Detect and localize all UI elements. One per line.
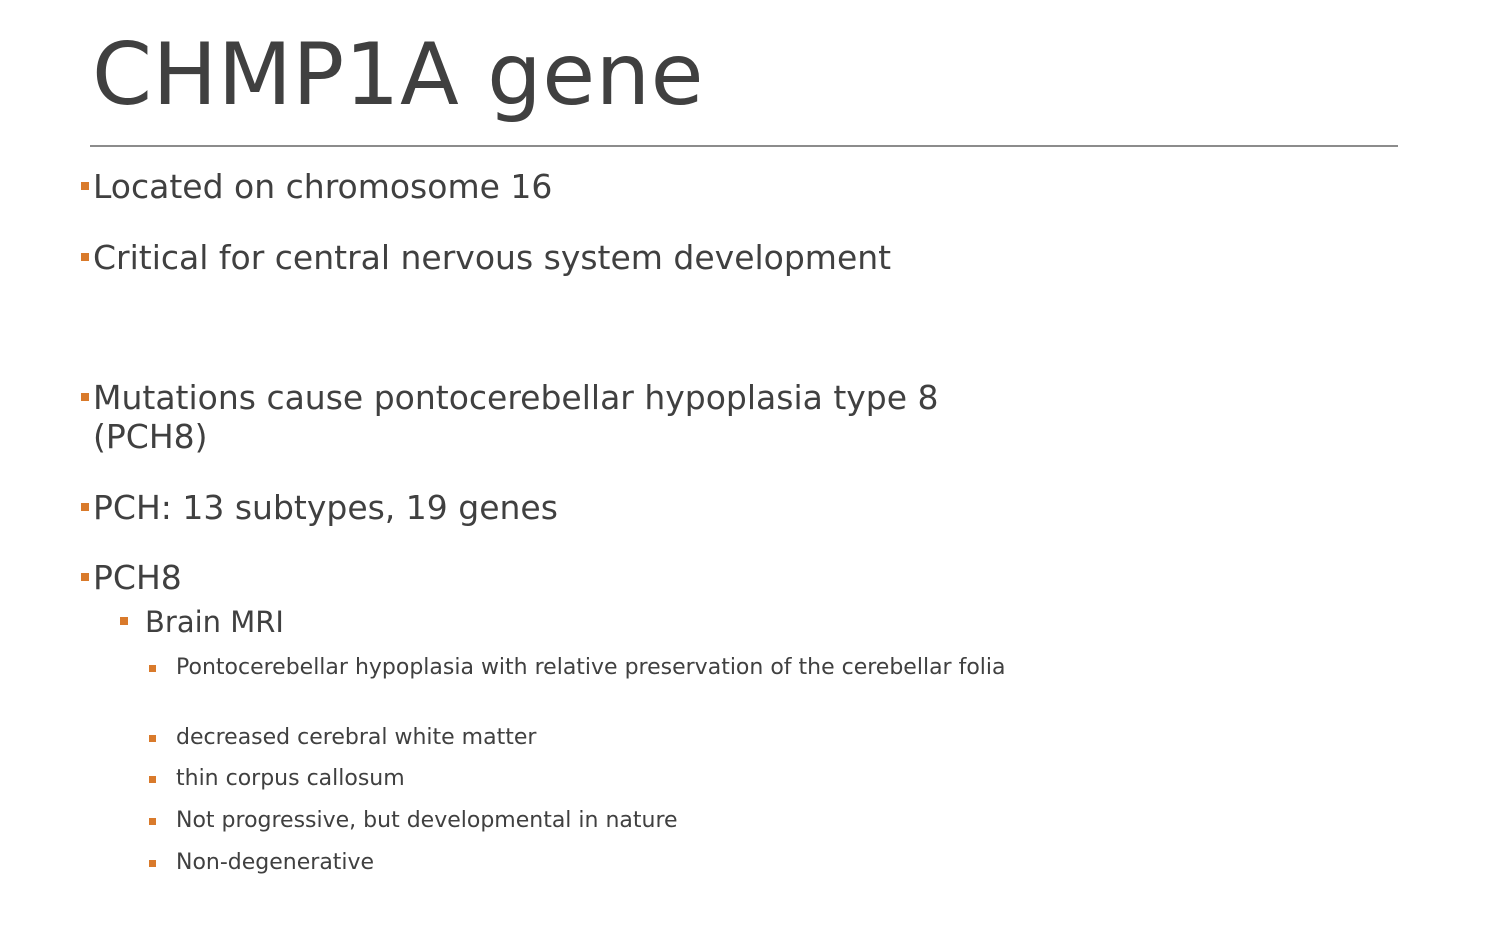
square-bullet-icon	[81, 393, 89, 401]
bullet-item	[93, 488, 993, 527]
square-bullet-icon	[81, 573, 89, 581]
sub-sub-bullet-text: thin corpus callosum	[176, 766, 405, 791]
square-bullet-icon	[81, 253, 89, 261]
bullet-item	[93, 378, 973, 456]
square-bullet-icon	[81, 503, 89, 511]
square-bullet-icon	[149, 860, 156, 867]
bullet-text: Located on chromosome 16	[93, 167, 553, 206]
square-bullet-icon	[81, 182, 89, 190]
bullet-text: PCH8	[93, 558, 182, 597]
bullet-item	[93, 558, 993, 597]
square-bullet-icon	[149, 665, 156, 672]
sub-sub-bullet-item	[176, 807, 1006, 835]
title-divider	[90, 145, 1398, 147]
square-bullet-icon	[149, 735, 156, 742]
sub-sub-bullet-item	[176, 724, 1006, 752]
bullet-text: PCH: 13 subtypes, 19 genes	[93, 488, 558, 527]
sub-bullet-item	[145, 605, 845, 639]
bullet-text: Critical for central nervous system development	[93, 238, 892, 277]
sub-sub-bullet-item	[176, 849, 1006, 877]
sub-sub-bullet-text: decreased cerebral white matter	[176, 725, 537, 750]
bullet-item	[93, 167, 993, 206]
square-bullet-icon	[149, 818, 156, 825]
sub-sub-bullet-text: Pontocerebellar hypoplasia with relative preservation of the cerebellar folia	[176, 655, 1006, 680]
sub-sub-bullet-item	[176, 765, 1006, 793]
sub-sub-bullet-item	[176, 654, 1006, 682]
bullet-item	[93, 238, 993, 277]
square-bullet-icon	[149, 776, 156, 783]
slide-title: CHMP1A gene	[92, 25, 705, 125]
bullet-text: Mutations cause pontocerebellar hypoplasia type 8 (PCH8)	[93, 378, 939, 456]
sub-bullet-text: Brain MRI	[145, 605, 284, 639]
sub-sub-bullet-text: Non-degenerative	[176, 850, 375, 875]
sub-sub-bullet-text: Not progressive, but developmental in nature	[176, 808, 678, 833]
square-bullet-icon	[120, 617, 128, 625]
